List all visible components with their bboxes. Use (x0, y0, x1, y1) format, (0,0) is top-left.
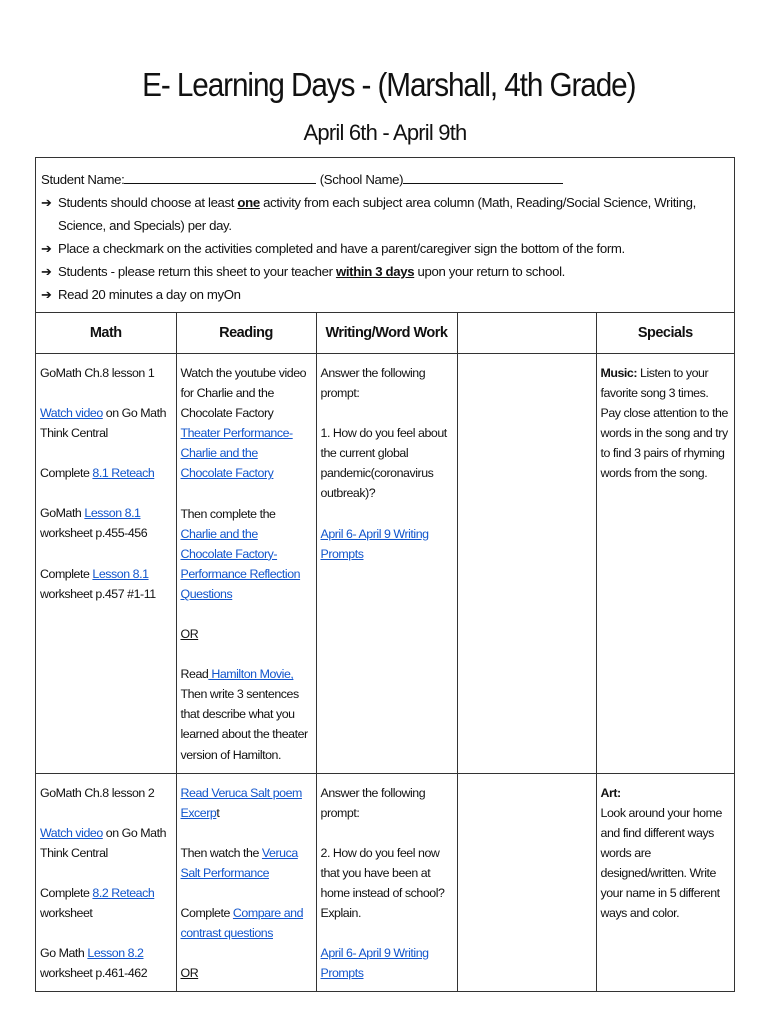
instruction-item: ➔ Read 20 minutes a day on myOn (41, 283, 728, 306)
instruction-item: ➔ Place a checkmark on the activities completed and have a parent/caregiver sign the bottom of the form. (41, 237, 728, 260)
table-row (36, 354, 734, 774)
veruca-performance-link[interactable]: Veruca Salt Performance (180, 845, 298, 880)
watch-video-link[interactable]: Watch video (40, 406, 103, 421)
specials-cell: Art: Look around your home and find different ways words are designed/written. Write your name in 5 different ways and color. (596, 773, 734, 991)
lesson-link[interactable]: Lesson 8.2 (87, 946, 144, 961)
specials-cell: Music: Listen to your favorite song 3 times. Pay close attention to the words in the song and try to find 3 pairs of rhyming words from the song. (596, 354, 734, 774)
lesson-link[interactable]: Lesson 8.1 (84, 506, 141, 521)
instruction-item: ➔ Students - please return this sheet to your teacher within 3 days upon your return to school. (41, 260, 728, 283)
watch-video-link[interactable]: Watch video (40, 825, 103, 840)
arrow-right-icon: ➔ (41, 287, 52, 302)
instructions-box (36, 158, 734, 313)
worksheet-form (35, 157, 735, 992)
writing-prompts-link[interactable]: April 6- April 9 Writing Prompts (320, 946, 429, 981)
reteach-link[interactable]: 8.2 Reteach (92, 885, 155, 900)
reading-cell: Watch the youtube video for Charlie and the Chocolate Factory Theater Performance-Charlie and the Chocolate Factory Then complete the Charlie and the Chocolate Factory-Performance Reflection Questions OR Read Hamilton Movie, Then write 3 sentences that describe what you learned about the theater version of Hamilton. (176, 354, 316, 774)
writing-cell: Answer the following prompt: 1. How do you feel about the current global pandemic(coronavirus outbreak)? April 6- April 9 Writing Prompts (316, 354, 457, 774)
page-subtitle: April 6th - April 9th (303, 120, 467, 145)
blank-cell (457, 354, 596, 774)
reteach-link[interactable]: 8.1 Reteach (92, 466, 155, 481)
table-row (36, 773, 734, 991)
arrow-right-icon: ➔ (41, 195, 52, 210)
arrow-right-icon: ➔ (41, 241, 52, 256)
name-line (41, 168, 728, 191)
student-name-field[interactable] (124, 168, 316, 184)
column-header-blank (457, 313, 596, 354)
compare-contrast-link[interactable]: Compare and contrast questions (180, 905, 304, 941)
instruction-item: ➔ Students should choose at least one activity from each subject area column (Math, Reading/Social Science, Writing, Science, and Specials) per day. (41, 191, 728, 237)
column-header-writing: Writing/Word Work (316, 313, 457, 354)
theater-performance-link[interactable]: Theater Performance-Charlie and the Chocolate Factory (180, 426, 293, 481)
hamilton-movie-link[interactable]: Hamilton Movie, (208, 667, 294, 682)
activity-table (36, 313, 734, 991)
school-name-field[interactable] (403, 168, 563, 184)
column-header-math: Math (36, 313, 176, 354)
reading-cell: Read Veruca Salt poem Excerpt Then watch the Veruca Salt Performance Complete Compare and contrast questions OR (176, 773, 316, 991)
reflection-questions-link[interactable]: Charlie and the Chocolate Factory-Performance Reflection Questions (180, 526, 301, 601)
math-cell: GoMath Ch.8 lesson 2 Watch video on Go Math Think Central Complete 8.2 Reteach worksheet Go Math Lesson 8.2 worksheet p.461-462 (36, 773, 176, 991)
column-header-specials: Specials (596, 313, 734, 354)
lesson-link[interactable]: Lesson 8.1 (92, 566, 149, 581)
blank-cell (457, 773, 596, 991)
page-title: E- Learning Days - (Marshall, 4th Grade) (142, 66, 636, 103)
writing-prompts-link[interactable]: April 6- April 9 Writing Prompts (320, 526, 429, 561)
arrow-right-icon: ➔ (41, 264, 52, 279)
table-header-row (36, 313, 734, 354)
school-name-label: (School Name) (319, 172, 404, 187)
student-name-label: Student Name: (41, 172, 125, 187)
writing-cell: Answer the following prompt: 2. How do you feel now that you have been at home instead of school? Explain. April 6- April 9 Writing Prompts (316, 773, 457, 991)
veruca-poem-link[interactable]: Read Veruca Salt poem Excerp (180, 785, 302, 820)
column-header-reading: Reading (176, 313, 316, 354)
math-cell: GoMath Ch.8 lesson 1 Watch video on Go Math Think Central Complete 8.1 Reteach GoMath Lesson 8.1 worksheet p.455-456 Complete Lesson 8.1 worksheet p.457 #1-11 (36, 354, 176, 774)
